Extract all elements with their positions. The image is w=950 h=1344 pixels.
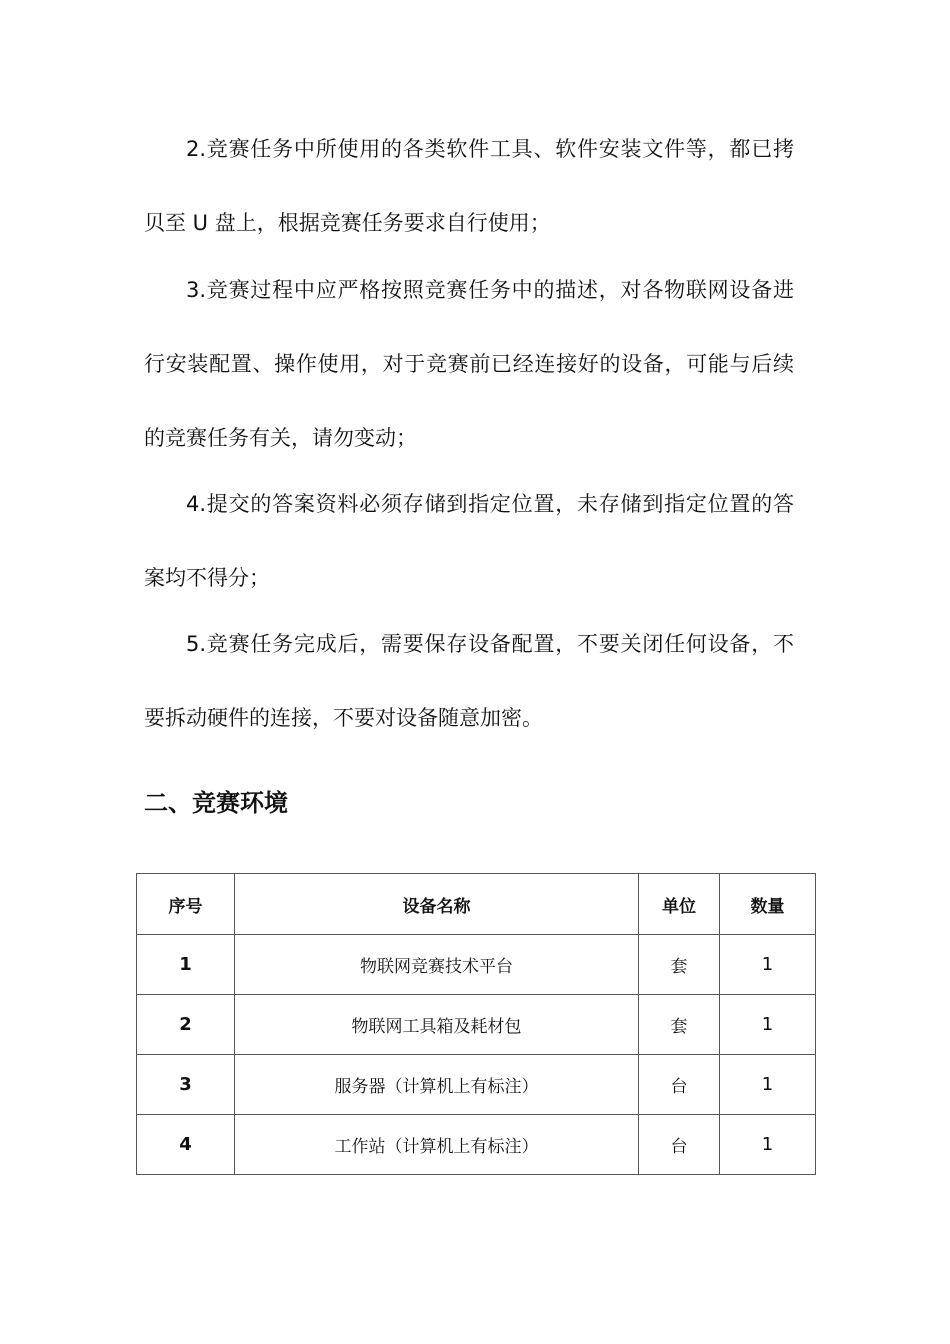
row-device-name: 物联网工具箱及耗材包 bbox=[235, 995, 639, 1055]
paragraph-item-3: 3.竞赛过程中应严格按照竞赛任务中的描述，对各物联网设备进行安装配置、操作使用，对于竞赛前已经连接好的设备，可能与后续的竞赛任务有关，请勿变动； bbox=[144, 278, 794, 450]
row-unit: 套 bbox=[639, 995, 720, 1055]
table-row bbox=[137, 1055, 816, 1115]
header-unit: 单位 bbox=[639, 874, 720, 935]
row-index: 1 bbox=[137, 935, 235, 995]
row-quantity: 1 bbox=[720, 1055, 816, 1115]
paragraph-item-4: 4.提交的答案资料必须存储到指定位置，未存储到指定位置的答案均不得分； bbox=[144, 492, 794, 590]
row-unit: 台 bbox=[639, 1115, 720, 1175]
header-quantity: 数量 bbox=[720, 874, 816, 935]
row-device-name: 物联网竞赛技术平台 bbox=[235, 935, 639, 995]
table-row bbox=[137, 995, 816, 1055]
equipment-table bbox=[136, 873, 816, 1175]
header-index: 序号 bbox=[137, 874, 235, 935]
row-device-name: 工作站（计算机上有标注） bbox=[235, 1115, 639, 1175]
header-device-name: 设备名称 bbox=[235, 874, 639, 935]
table-header-row bbox=[137, 874, 816, 935]
paragraph-item-2: 2.竞赛任务中所使用的各类软件工具、软件安装文件等，都已拷贝至 U 盘上，根据竞赛任务要求自行使用； bbox=[144, 137, 794, 235]
row-quantity: 1 bbox=[720, 935, 816, 995]
row-index: 3 bbox=[137, 1055, 235, 1115]
section-heading: 二、竞赛环境 bbox=[144, 789, 288, 817]
paragraph-item-5: 5.竞赛任务完成后，需要保存设备配置，不要关闭任何设备，不要拆动硬件的连接，不要对设备随意加密。 bbox=[144, 632, 794, 730]
row-index: 4 bbox=[137, 1115, 235, 1175]
table-row bbox=[137, 935, 816, 995]
row-unit: 套 bbox=[639, 935, 720, 995]
row-unit: 台 bbox=[639, 1055, 720, 1115]
row-device-name: 服务器（计算机上有标注） bbox=[235, 1055, 639, 1115]
row-index: 2 bbox=[137, 995, 235, 1055]
row-quantity: 1 bbox=[720, 1115, 816, 1175]
row-quantity: 1 bbox=[720, 995, 816, 1055]
table-row bbox=[137, 1115, 816, 1175]
